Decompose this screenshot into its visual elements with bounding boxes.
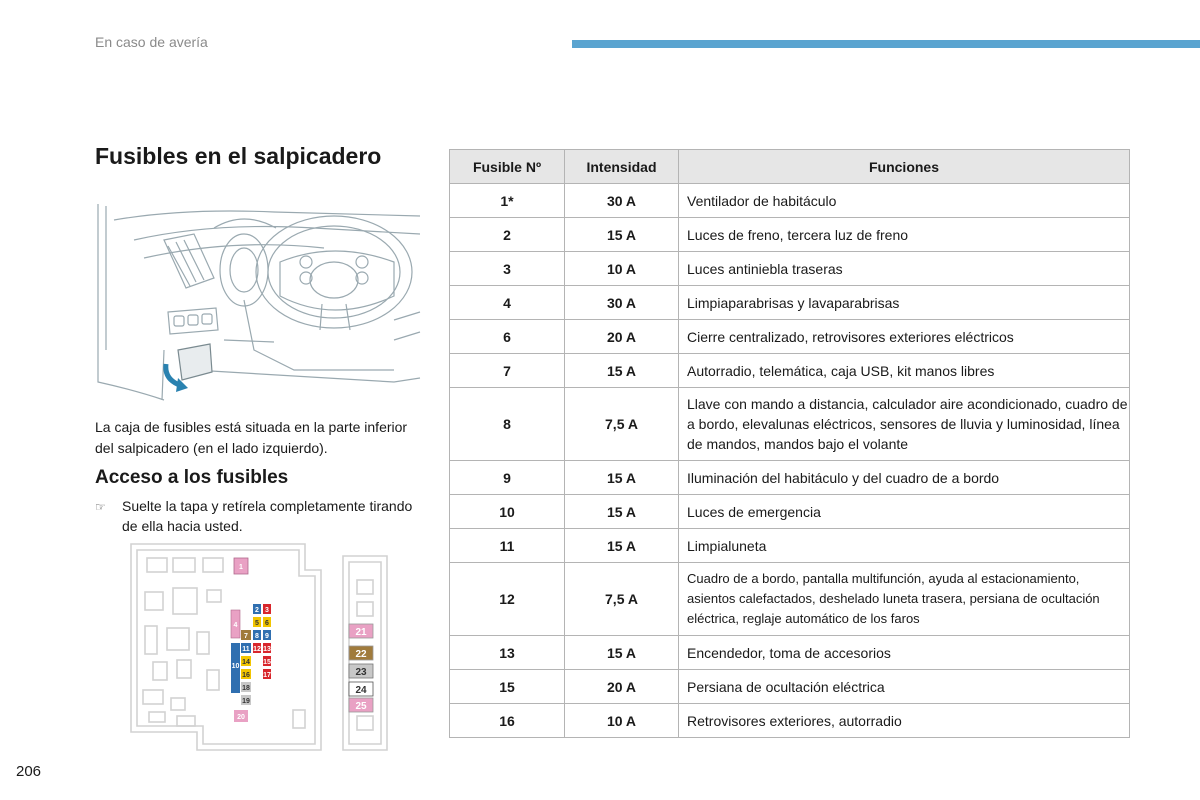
table-row [450, 529, 1130, 563]
functions-cell: Autorradio, telemática, caja USB, kit manos libres [679, 354, 1130, 388]
column-header-fuse-number: Fusible Nº [450, 150, 565, 184]
svg-text:12: 12 [253, 646, 261, 653]
svg-text:13: 13 [263, 646, 271, 653]
amperage-cell: 15 A [565, 354, 679, 388]
fuse-number-cell: 2 [450, 218, 565, 252]
table-header-row [450, 150, 1130, 184]
svg-text:5: 5 [255, 620, 259, 627]
svg-text:15: 15 [263, 659, 271, 666]
header-section-label: En caso de avería [95, 34, 208, 50]
column-header-functions: Funciones [679, 150, 1130, 184]
amperage-cell: 15 A [565, 495, 679, 529]
functions-cell: Iluminación del habitáculo y del cuadro de a bordo [679, 461, 1130, 495]
functions-cell: Persiana de ocultación eléctrica [679, 670, 1130, 704]
instruction-text: Suelte la tapa y retírela completamente tirando de ella hacia usted. [122, 498, 413, 534]
functions-cell: Encendedor, toma de accesorios [679, 636, 1130, 670]
amperage-cell: 20 A [565, 320, 679, 354]
amperage-cell: 7,5 A [565, 563, 679, 636]
svg-text:18: 18 [242, 685, 250, 692]
fuse-number-cell: 12 [450, 563, 565, 636]
table-row [450, 252, 1130, 286]
table-row [450, 495, 1130, 529]
svg-text:21: 21 [355, 627, 367, 638]
svg-text:6: 6 [265, 620, 269, 627]
svg-text:24: 24 [355, 685, 367, 696]
svg-text:8: 8 [255, 633, 259, 640]
svg-text:7: 7 [244, 633, 248, 640]
svg-text:3: 3 [265, 607, 269, 614]
subheading-fuse-access: Acceso a los fusibles [95, 467, 289, 488]
fuse-number-cell: 1* [450, 184, 565, 218]
table-row [450, 184, 1130, 218]
svg-text:4: 4 [233, 622, 238, 629]
pointing-hand-icon: ☞ [95, 500, 106, 514]
fuse-number-cell: 16 [450, 704, 565, 738]
svg-text:19: 19 [242, 698, 250, 705]
amperage-cell: 15 A [565, 636, 679, 670]
table-row [450, 388, 1130, 461]
intro-text: La caja de fusibles está situada en la parte inferior del salpicadero (en el lado izquierdo). [95, 419, 408, 456]
functions-cell: Limpialuneta [679, 529, 1130, 563]
dashboard-illustration [94, 200, 422, 412]
table-row [450, 461, 1130, 495]
table-row [450, 670, 1130, 704]
page-number: 206 [16, 763, 42, 780]
svg-text:14: 14 [242, 659, 250, 666]
fuse-number-cell: 4 [450, 286, 565, 320]
functions-cell: Cierre centralizado, retrovisores exteriores eléctricos [679, 320, 1130, 354]
svg-text:10: 10 [231, 663, 240, 670]
fuse-table [449, 149, 1130, 738]
svg-text:23: 23 [355, 667, 367, 678]
amperage-cell: 15 A [565, 461, 679, 495]
fusebox-diagram [125, 540, 390, 752]
amperage-cell: 30 A [565, 184, 679, 218]
fuse-number-cell: 7 [450, 354, 565, 388]
table-row [450, 704, 1130, 738]
instruction-step [95, 496, 425, 536]
svg-text:11: 11 [242, 646, 250, 653]
fuse-number-cell: 11 [450, 529, 565, 563]
header-accent-bar [572, 40, 1200, 48]
table-row [450, 286, 1130, 320]
svg-text:22: 22 [355, 649, 367, 660]
functions-cell: Luces de emergencia [679, 495, 1130, 529]
amperage-cell: 10 A [565, 252, 679, 286]
fuse-number-cell: 13 [450, 636, 565, 670]
functions-cell: Llave con mando a distancia, calculador aire acondicionado, cuadro de a bordo, elevalunas eléctricos, sensores de lluvia y luminosidad, línea de mandos, mandos bajo el volante [679, 388, 1130, 461]
page-title: Fusibles en el salpicadero [95, 143, 382, 169]
fuse-number-cell: 8 [450, 388, 565, 461]
functions-cell: Limpiaparabrisas y lavaparabrisas [679, 286, 1130, 320]
functions-cell: Luces antiniebla traseras [679, 252, 1130, 286]
amperage-cell: 15 A [565, 529, 679, 563]
fuse-number-cell: 6 [450, 320, 565, 354]
table-row [450, 218, 1130, 252]
fuse-number-cell: 9 [450, 461, 565, 495]
amperage-cell: 10 A [565, 704, 679, 738]
svg-text:20: 20 [237, 714, 245, 721]
svg-text:25: 25 [355, 701, 367, 712]
fuse-number-cell: 10 [450, 495, 565, 529]
functions-cell: Retrovisores exteriores, autorradio [679, 704, 1130, 738]
table-row [450, 636, 1130, 670]
functions-cell: Ventilador de habitáculo [679, 184, 1130, 218]
functions-cell: Luces de freno, tercera luz de freno [679, 218, 1130, 252]
amperage-cell: 15 A [565, 218, 679, 252]
amperage-cell: 20 A [565, 670, 679, 704]
amperage-cell: 30 A [565, 286, 679, 320]
svg-text:2: 2 [255, 607, 259, 614]
svg-text:16: 16 [242, 672, 250, 679]
table-row [450, 563, 1130, 636]
functions-cell: Cuadro de a bordo, pantalla multifunción, ayuda al estacionamiento, asientos calefactados, deshelado luneta trasera, persiana de ocultación eléctrica, reglaje automático de los faros [679, 563, 1130, 636]
svg-text:17: 17 [263, 672, 271, 679]
svg-text:9: 9 [265, 633, 269, 640]
fuse-number-cell: 3 [450, 252, 565, 286]
svg-text:1: 1 [239, 564, 243, 571]
column-header-amperage: Intensidad [565, 150, 679, 184]
table-row [450, 354, 1130, 388]
amperage-cell: 7,5 A [565, 388, 679, 461]
table-row [450, 320, 1130, 354]
fuse-number-cell: 15 [450, 670, 565, 704]
